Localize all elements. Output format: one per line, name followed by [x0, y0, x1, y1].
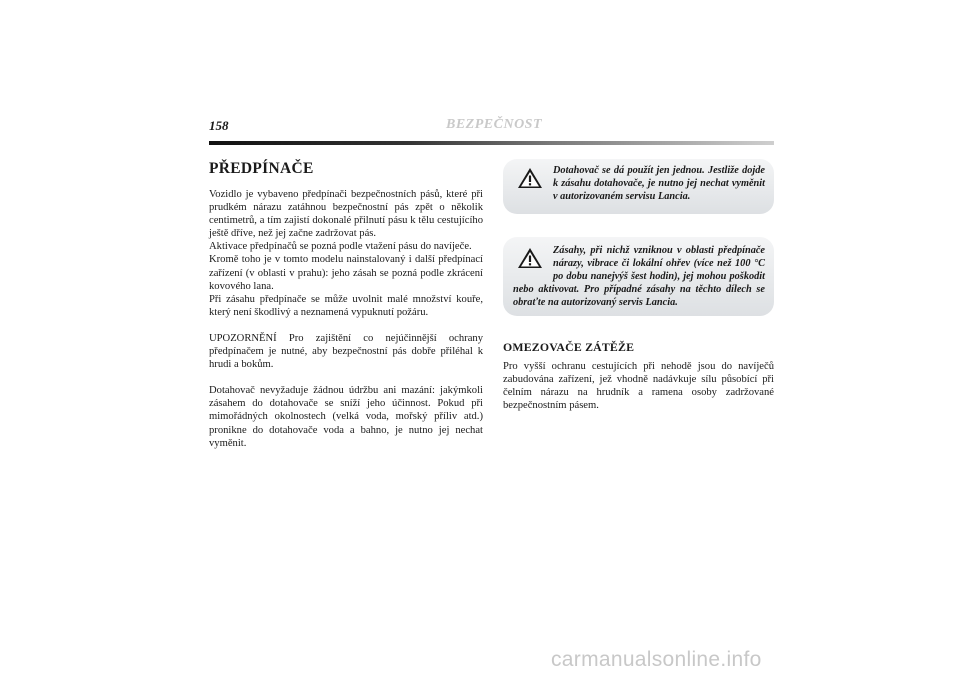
paragraph-activation: Aktivace předpínačů se pozná podle vtažení pásu do navíječe. — [209, 241, 472, 253]
warning-box-2 — [503, 237, 774, 316]
watermark: carmanualsonline.info — [551, 648, 762, 671]
section-title: BEZPEČNOST — [446, 117, 543, 132]
paragraph-extra-device: Kromě toho je v tomto modelu nainstalovaný i další předpínací zařízení (v oblasti v prahu): jeho zásah se pozná podle zkrácení kovového lana. — [209, 254, 483, 292]
main-heading: PŘEDPÍNAČE — [209, 160, 314, 177]
left-column — [209, 160, 483, 450]
paragraph-smoke: Při zásahu předpínače se může uvolnit malé množství kouře, který není škodlivý a neznamená vypuknutí požáru. — [209, 293, 483, 318]
paragraph-intro: Vozidlo je vybaveno předpínači bezpečnostních pásů, které při prudkém nárazu zatáhnou bezpečnostní pás zpět o několik centimetrů, a tím zajistí dokonalé přilnutí pásu k tělu cestujícího ještě dříve, než jej začne zadržovat pás. — [209, 189, 483, 240]
warning-triangle-icon — [517, 247, 543, 269]
paragraph-load-limiters: Pro vyšší ochranu cestujících při nehodě jsou do navíječů zabudována zařízení, jež vhodně nadávkuje sílu působící při čelním nárazu na hrudník a ramena osoby zadržované bezpečnostním pásem. — [503, 361, 774, 412]
warning-text-2: Zásahy, při nichž vzniknou v oblasti předpínače nárazy, vibrace či lokální ohřev (více než 100 °C po dobu nanejvýš šest hodin), jej mohou poškodit nebo aktivovat. Pro případné zásahy na těchto dílech se obraťte na autorizovaný servis Lancia. — [513, 245, 765, 308]
sub-heading: OMEZOVAČE ZÁTĚŽE — [503, 340, 635, 354]
paragraph-maintenance: Dotahovač nevyžaduje žádnou údržbu ani mazání: jakýmkoli zásahem do dotahovače se sníží jeho účinnost. Pokud při mimořádných okolnostech (velká voda, mořský příliv atd.) pronikne do dotahovače voda a bahno, je nutno jej nechat vyměnit. — [209, 385, 483, 449]
warning-triangle-icon — [517, 167, 543, 189]
header-rule — [209, 141, 774, 145]
page-number: 158 — [209, 118, 229, 133]
paragraph-notice: UPOZORNĚNÍ Pro zajištění co nejúčinnější ochrany předpínačem je nutné, aby bezpečnostní pás dobře přiléhal k hrudi a bokům. — [209, 332, 483, 371]
warning-text-1: Dotahovač se dá použít jen jednou. Jestliže dojde k zásahu dotahovače, je nutno jej nechat vyměnit v autorizovaném servisu Lancia. — [553, 165, 765, 202]
warning-box-1 — [503, 159, 774, 214]
